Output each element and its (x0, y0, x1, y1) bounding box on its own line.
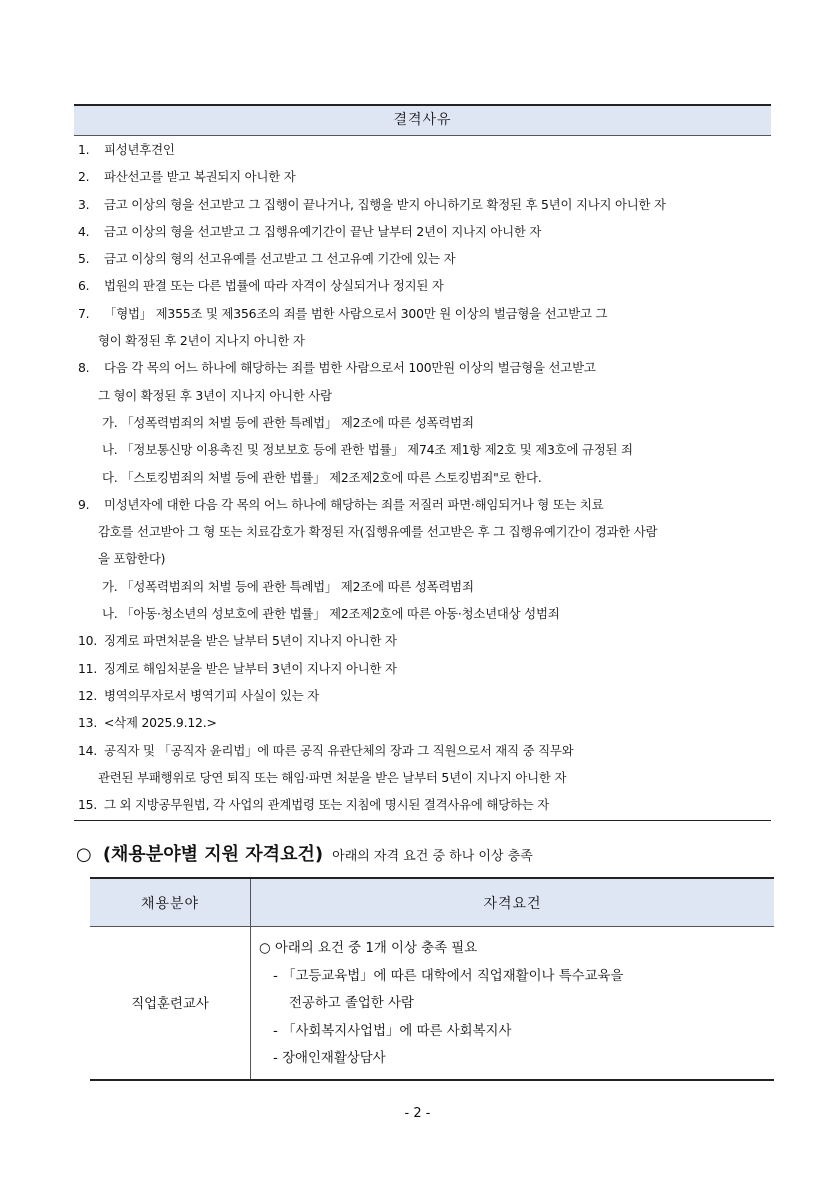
disqualification-table (74, 104, 771, 821)
sub-item: 가. 「성폭력범죄의 처벌 등에 관한 특례법」 제2조에 따른 성폭력범죄 (102, 578, 474, 594)
disqualification-item (74, 163, 771, 190)
circle-bullet-icon: ○ (76, 844, 92, 865)
item-number: 9. (78, 496, 90, 512)
item-text: 미성년자에 대한 다음 각 목의 어느 하나에 해당하는 죄를 저질러 파면·해임되거나 형 또는 치료 (104, 496, 604, 512)
header-requirements: 자격요건 (251, 878, 775, 927)
item-number: 6. (78, 278, 90, 294)
requirement-line: ○ 아래의 요건 중 1개 이상 충족 필요 (259, 941, 478, 956)
item-number: 1. (78, 142, 90, 157)
field-cell: 직업훈련교사 (90, 927, 251, 1080)
item-continuation: 을 포함한다) (98, 551, 166, 567)
item-continuation: 관련된 부패행위로 당연 퇴직 또는 해임·파면 처분을 받은 날부터 5년이 지나지 아니한 자 (98, 769, 567, 785)
disqualification-item (74, 682, 771, 709)
item-number: 7. (78, 305, 90, 321)
item-number: 10. (78, 633, 98, 649)
item-text: 파산선고를 받고 복권되지 아니한 자 (104, 169, 296, 185)
item-text: 피성년후견인 (104, 142, 175, 157)
item-number: 13. (78, 715, 98, 731)
item-text: 금고 이상의 형을 선고받고 그 집행이 끝나거나, 집행을 받지 아니하기로 확정된 후 5년이 지나지 아니한 자 (104, 196, 666, 212)
item-number: 15. (78, 797, 98, 813)
disqualification-item (74, 737, 771, 764)
requirements-cell (251, 927, 775, 1080)
requirement-line: - 「사회복지사업법」에 따른 사회복지사 (273, 1023, 512, 1039)
disqualification-item (74, 245, 771, 272)
disqualification-item (74, 136, 771, 163)
section-title: (채용분야별 지원 자격요건) (102, 844, 324, 865)
item-text: 징계로 해임처분을 받은 날부터 3년이 지나지 아니한 자 (104, 660, 397, 676)
item-text: 「형법」 제355조 및 제356조의 죄를 범한 사람으로서 300만 원 이상의 벌금형을 선고받고 그 (104, 305, 608, 321)
item-continuation: 그 형이 확정된 후 3년이 지나지 아니한 사람 (98, 387, 332, 403)
item-continuation: 감호를 선고받아 그 형 또는 치료감호가 확정된 자(집행유예를 선고받은 후 그 집행유예기간이 경과한 사람 (98, 524, 658, 540)
sub-item: 나. 「아동·청소년의 성보호에 관한 법률」 제2조제2호에 따른 아동·청소년대상 성범죄 (102, 606, 560, 622)
requirement-line: - 「고등교육법」에 따른 대학에서 직업재활이나 특수교육을 (273, 968, 624, 984)
item-text: 다음 각 목의 어느 하나에 해당하는 죄를 범한 사람으로서 100만원 이상의 벌금형을 선고받고 (104, 360, 596, 376)
item-number: 3. (78, 196, 90, 212)
disqualification-item (74, 491, 771, 518)
sub-item: 다. 「스토킹범죄의 처벌 등에 관한 법률」 제2조제2호에 따른 스토킹범죄"로 한다. (102, 469, 542, 485)
item-number: 8. (78, 360, 90, 376)
item-text: 법원의 판결 또는 다른 법률에 따라 자격이 상실되거나 정지된 자 (104, 278, 444, 294)
item-text: 공직자 및 「공직자 윤리법」에 따른 공직 유관단체의 장과 그 직원으로서 재직 중 직무와 (104, 742, 574, 758)
section-heading (76, 840, 533, 866)
section-note: 아래의 자격 요건 중 하나 이상 충족 (332, 849, 533, 864)
item-number: 14. (78, 742, 98, 758)
disqualification-item (74, 655, 771, 682)
disqualification-item (74, 627, 771, 654)
item-text: 그 외 지방공무원법, 각 사업의 관계법령 또는 지침에 명시된 결격사유에 해당하는 자 (104, 797, 550, 813)
item-number: 5. (78, 251, 90, 267)
sub-item: 나. 「정보통신망 이용촉진 및 정보보호 등에 관한 법률」 제74조 제1항 제2호 및 제3호에 규정된 죄 (102, 442, 633, 458)
item-text: 금고 이상의 형을 선고받고 그 집행유예기간이 끝난 날부터 2년이 지나지 아니한 자 (104, 223, 542, 239)
item-number: 12. (78, 687, 98, 703)
disqualification-header: 결격사유 (74, 105, 771, 136)
page-number: - 2 - (404, 1106, 431, 1121)
disqualification-item (74, 354, 771, 381)
requirement-line: 전공하고 졸업한 사람 (289, 996, 414, 1011)
requirement-line: - 장애인재활상담사 (273, 1051, 386, 1066)
item-number: 2. (78, 169, 90, 185)
disqualification-item (74, 272, 771, 299)
sub-item: 가. 「성폭력범죄의 처벌 등에 관한 특례법」 제2조에 따른 성폭력범죄 (102, 414, 474, 430)
header-field: 채용분야 (90, 878, 251, 927)
disqualification-list (74, 136, 771, 821)
item-text: <삭제 2025.9.12.> (104, 715, 217, 731)
disqualification-item (74, 709, 771, 736)
item-continuation: 형이 확정된 후 2년이 지나지 아니한 자 (98, 333, 305, 349)
item-text: 징계로 파면처분을 받은 날부터 5년이 지나지 아니한 자 (104, 633, 397, 649)
disqualification-item (74, 191, 771, 218)
disqualification-item (74, 791, 771, 818)
disqualification-item (74, 300, 771, 327)
item-text: 병역의무자로서 병역기피 사실이 있는 자 (104, 687, 320, 703)
disqualification-item (74, 218, 771, 245)
item-number: 11. (78, 660, 98, 676)
requirements-table (90, 877, 774, 1081)
item-text: 금고 이상의 형의 선고유예를 선고받고 그 선고유예 기간에 있는 자 (104, 251, 456, 267)
item-number: 4. (78, 223, 90, 239)
